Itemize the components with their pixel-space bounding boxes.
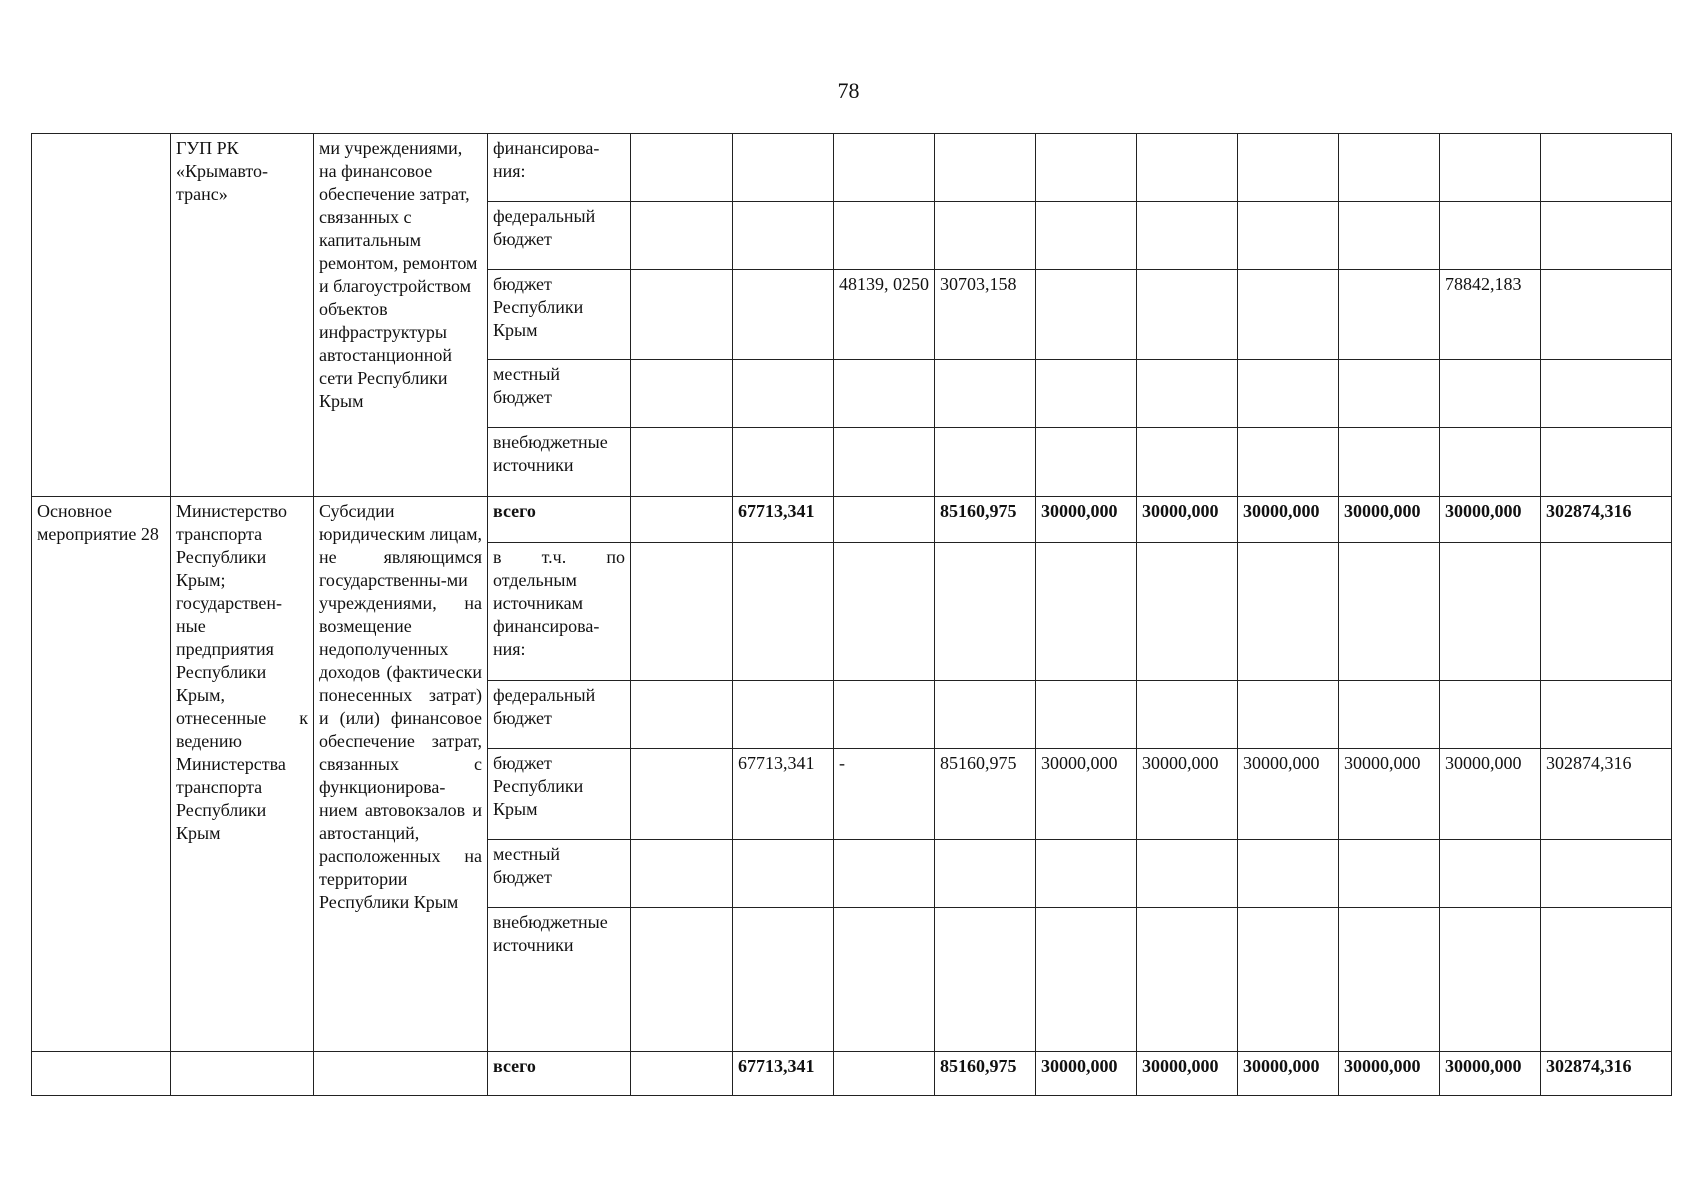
source-cell: федеральный бюджет (488, 681, 631, 749)
value-cell (1541, 681, 1672, 749)
value-cell (1137, 202, 1238, 270)
source-cell: федеральный бюджет (488, 202, 631, 270)
value-cell (1541, 543, 1672, 681)
value-cell (631, 908, 733, 1052)
value-cell (1440, 681, 1541, 749)
value-cell: 30000,000 (1238, 749, 1339, 840)
value-cell (631, 134, 733, 202)
value-cell (834, 908, 935, 1052)
value-cell (834, 360, 935, 428)
value-cell (834, 428, 935, 497)
value-cell (1541, 360, 1672, 428)
value-cell (1036, 202, 1137, 270)
value-cell (1541, 428, 1672, 497)
total-row (32, 1052, 1672, 1096)
value-cell (834, 202, 935, 270)
value-cell (1036, 840, 1137, 908)
value-cell (1137, 543, 1238, 681)
value-cell (1339, 428, 1440, 497)
value-cell: 67713,341 (733, 1052, 834, 1096)
value-cell (1339, 840, 1440, 908)
value-cell (1238, 270, 1339, 360)
value-cell (834, 681, 935, 749)
value-cell (1440, 840, 1541, 908)
source-cell: местный бюджет (488, 360, 631, 428)
value-cell (733, 360, 834, 428)
value-cell (1137, 908, 1238, 1052)
source-cell: местный бюджет (488, 840, 631, 908)
executor-cell: ГУП РК «Крымавто-транс» (171, 134, 314, 497)
value-cell (1036, 134, 1137, 202)
value-cell: 30000,000 (1036, 749, 1137, 840)
value-cell (631, 270, 733, 360)
value-cell: 30000,000 (1137, 497, 1238, 543)
value-cell (834, 1052, 935, 1096)
value-cell (1440, 428, 1541, 497)
table-row (32, 497, 1672, 543)
value-cell (733, 908, 834, 1052)
value-cell (1541, 134, 1672, 202)
value-cell (1440, 543, 1541, 681)
value-cell: 302874,316 (1541, 497, 1672, 543)
value-cell (1541, 908, 1672, 1052)
empty-cell (314, 1052, 488, 1096)
value-cell (1339, 270, 1440, 360)
value-cell (935, 360, 1036, 428)
value-cell (1137, 681, 1238, 749)
value-cell: 67713,341 (733, 497, 834, 543)
value-cell: 30000,000 (1339, 497, 1440, 543)
value-cell: 30000,000 (1036, 497, 1137, 543)
value-cell (631, 1052, 733, 1096)
value-cell (935, 543, 1036, 681)
value-cell (935, 428, 1036, 497)
value-cell: 30000,000 (1339, 749, 1440, 840)
value-cell (935, 840, 1036, 908)
value-cell (1036, 270, 1137, 360)
value-cell (631, 543, 733, 681)
value-cell (733, 681, 834, 749)
value-cell (631, 681, 733, 749)
value-cell (1137, 360, 1238, 428)
description-cell: ми учреждениями, на финансовое обеспечение затрат, связанных с капитальным ремонтом, ремонтом и благоустройством объектов инфраструктуры автостанционной сети Республики Крым (314, 134, 488, 497)
value-cell (733, 428, 834, 497)
description-cell: Субсидии юридическим лицам, не являющимся государственны-ми учреждениями, на возмещение недополученных доходов (фактически понесенных затрат) и (или) финансовое обеспечение затрат, связанных с функционирова-нием автовокзалов и автостанций, расположенных на территории Республики Крым (314, 497, 488, 1052)
value-cell (1036, 908, 1137, 1052)
value-cell (834, 134, 935, 202)
value-cell: 30000,000 (1440, 749, 1541, 840)
value-cell: - (834, 749, 935, 840)
value-cell (1339, 360, 1440, 428)
value-cell: 30000,000 (1036, 1052, 1137, 1096)
value-cell (631, 202, 733, 270)
value-cell (1440, 908, 1541, 1052)
value-cell (733, 202, 834, 270)
value-cell (1238, 908, 1339, 1052)
table-row (32, 134, 1672, 202)
value-cell (1440, 134, 1541, 202)
value-cell: 302874,316 (1541, 749, 1672, 840)
value-cell: 85160,975 (935, 497, 1036, 543)
value-cell: 30000,000 (1137, 1052, 1238, 1096)
source-cell: бюджет Республики Крым (488, 749, 631, 840)
value-cell: 30703,158 (935, 270, 1036, 360)
value-cell (935, 134, 1036, 202)
source-cell: внебюджетные источники (488, 908, 631, 1052)
event-cell (32, 134, 171, 497)
value-cell (1036, 360, 1137, 428)
value-cell (631, 497, 733, 543)
value-cell (834, 543, 935, 681)
value-cell (1137, 134, 1238, 202)
value-cell (1541, 270, 1672, 360)
value-cell (1137, 428, 1238, 497)
value-cell (631, 840, 733, 908)
source-cell: бюджет Республики Крым (488, 270, 631, 360)
value-cell (1440, 360, 1541, 428)
value-cell (1339, 681, 1440, 749)
value-cell: 30000,000 (1339, 1052, 1440, 1096)
value-cell (1339, 543, 1440, 681)
value-cell (1238, 134, 1339, 202)
page-number: 78 (837, 78, 860, 103)
value-cell (1238, 840, 1339, 908)
value-cell (834, 497, 935, 543)
source-cell: в т.ч. по отдельным источникам финансирова-ния: (488, 543, 631, 681)
value-cell (1238, 202, 1339, 270)
empty-cell (32, 1052, 171, 1096)
value-cell: 67713,341 (733, 749, 834, 840)
budget-table (31, 133, 1672, 1096)
value-cell (733, 840, 834, 908)
value-cell: 30000,000 (1238, 497, 1339, 543)
value-cell: 30000,000 (1137, 749, 1238, 840)
value-cell (733, 134, 834, 202)
value-cell (1238, 681, 1339, 749)
event-cell: Основное мероприятие 28 (32, 497, 171, 1052)
value-cell (935, 202, 1036, 270)
value-cell: 78842,183 (1440, 270, 1541, 360)
value-cell: 30000,000 (1440, 1052, 1541, 1096)
value-cell (935, 908, 1036, 1052)
value-cell (1137, 840, 1238, 908)
value-cell (1541, 202, 1672, 270)
value-cell (733, 543, 834, 681)
value-cell (1036, 428, 1137, 497)
value-cell (1541, 840, 1672, 908)
value-cell: 30000,000 (1238, 1052, 1339, 1096)
executor-cell: Министерство транспорта Республики Крым; государствен-ные предприятия Республики Крым, отнесенные к ведению Министерства транспорта Республики Крым (171, 497, 314, 1052)
value-cell (834, 840, 935, 908)
empty-cell (171, 1052, 314, 1096)
source-cell: всего (488, 1052, 631, 1096)
value-cell (631, 749, 733, 840)
source-cell: финансирова- ния: (488, 134, 631, 202)
source-cell: внебюджетные источники (488, 428, 631, 497)
value-cell (935, 681, 1036, 749)
value-cell (1137, 270, 1238, 360)
value-cell (631, 428, 733, 497)
value-cell (1339, 908, 1440, 1052)
value-cell (1238, 543, 1339, 681)
value-cell (1339, 134, 1440, 202)
value-cell (1339, 202, 1440, 270)
value-cell (733, 270, 834, 360)
value-cell (1440, 202, 1541, 270)
value-cell: 30000,000 (1440, 497, 1541, 543)
value-cell (1036, 543, 1137, 681)
value-cell (1036, 681, 1137, 749)
value-cell (1238, 360, 1339, 428)
value-cell: 302874,316 (1541, 1052, 1672, 1096)
source-cell: всего (488, 497, 631, 543)
value-cell (1238, 428, 1339, 497)
value-cell: 48139, 0250 (834, 270, 935, 360)
value-cell: 85160,975 (935, 1052, 1036, 1096)
value-cell: 85160,975 (935, 749, 1036, 840)
value-cell (631, 360, 733, 428)
